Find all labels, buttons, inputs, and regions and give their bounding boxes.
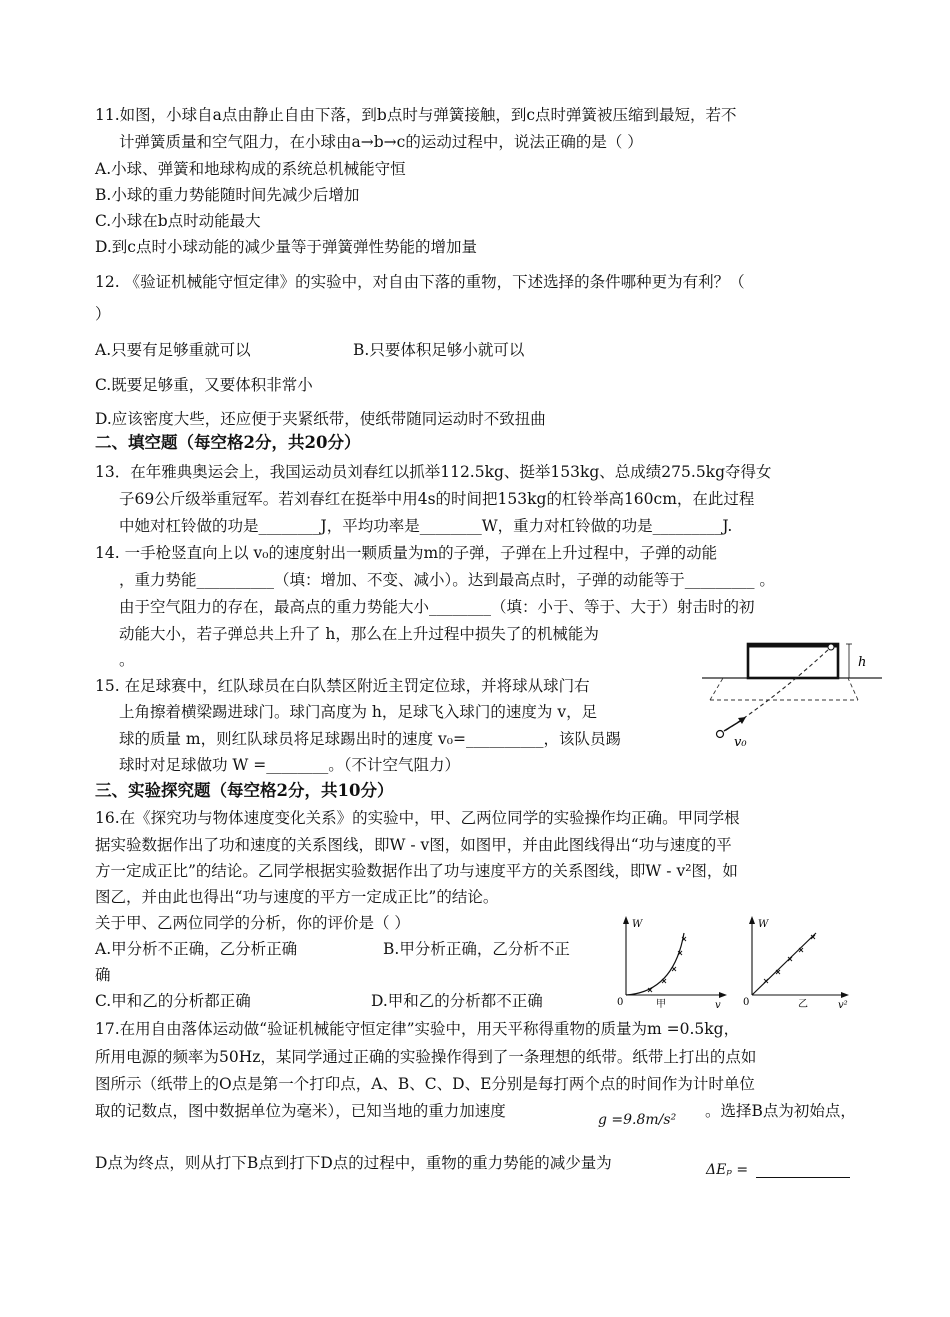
graph-jia-origin: 0 — [617, 997, 624, 1008]
q13-line-1: 13．在年雅典奥运会上，我国运动员刘春红以抓举112.5kg、挺举153kg、总成绩275.5kg夺得女 — [95, 463, 772, 481]
q16-option-c: C.甲和乙的分析都正确 — [95, 992, 251, 1010]
q17-line-1: 17.在用自由落体运动做“验证机械能守恒定律”实验中，用天平称得重物的质量为m =0.5kg， — [95, 1020, 740, 1038]
q16-line-1: 16.在《探究功与物体速度变化关系》的实验中，甲、乙两位同学的实验操作均正确。甲同学根 — [95, 809, 740, 827]
q14-line-5: 。 — [119, 651, 135, 669]
graph-jia-y-label: W — [632, 919, 643, 930]
q11-option-a: A.小球、弹簧和地球构成的系统总机械能守恒 — [95, 160, 406, 178]
q11-option-b: B.小球的重力势能随时间先减少后增加 — [95, 186, 360, 204]
q15-line-4: 球时对足球做功 W =________。（不计空气阻力） — [119, 756, 461, 774]
q12-option-b: B.只要体积足够小就可以 — [353, 341, 525, 359]
q11-stem-line-2: 计弹簧质量和空气阻力，在小球由a→b→c的运动过程中，说法正确的是（ ） — [119, 133, 643, 151]
q14-line-3: 由于空气阻力的存在，最高点的重力势能大小________（填：小于、等于、大于）射击时的初 — [119, 598, 755, 616]
graph-jia-caption: 甲 — [656, 999, 666, 1010]
q12-option-c: C.既要足够重，又要体积非常小 — [95, 376, 313, 394]
q12-stem-line-1: 12. 《验证机械能守恒定律》的实验中，对自由下落的重物，下述选择的条件哪种更为有利？（ — [95, 273, 745, 291]
figure-label-v0: v₀ — [734, 735, 747, 750]
q17-line-4: 取的记数点，图中数据单位为毫米），已知当地的重力加速度 — [95, 1102, 506, 1120]
q17-line-4-end: 。选择B点为初始点， — [705, 1102, 856, 1120]
graph-jia-x-label: v — [715, 1000, 721, 1011]
graph-yi-y-label: W — [758, 919, 769, 930]
q15-line-1: 15. 在足球赛中，红队球员在白队禁区附近主罚定位球，并将球从球门右 — [95, 677, 590, 695]
q17-gravity-formula: g =9.8m/s² — [598, 1112, 677, 1128]
q16-line-5: 关于甲、乙两位同学的分析，你的评价是（ ） — [95, 914, 410, 932]
q12-option-a: A.只要有足够重就可以 — [95, 341, 251, 359]
q14-line-1: 14. 一手枪竖直向上以 v₀的速度射出一颗质量为m的子弹，子弹在上升过程中，子弹的动能 — [95, 544, 718, 562]
section-2-title: 二、填空题（每空格2分，共20分） — [95, 433, 361, 452]
q11-option-d: D.到c点时小球动能的减少量等于弹簧弹性势能的增加量 — [95, 238, 477, 256]
graph-yi-origin: 0 — [743, 997, 750, 1008]
graph-jia — [612, 913, 730, 1011]
q17-delta-ep-formula: ΔEₚ = — [706, 1162, 749, 1178]
figure-label-h: h — [858, 655, 867, 670]
q16-option-b: B.甲分析正确，乙分析不正 — [383, 940, 570, 958]
graph-yi — [738, 913, 856, 1011]
q16-line-2: 据实验数据作出了功和速度的关系图线，即W - v图，如图甲，并由此图线得出“功与速度的平 — [95, 836, 732, 854]
q11-stem-line-1: 11.如图，小球自a点由静止自由下落，到b点时与弹簧接触，到c点时弹簧被压缩到最短，若不 — [95, 106, 737, 124]
graph-yi-x-label: v² — [838, 1000, 848, 1011]
q11-option-c: C.小球在b点时动能最大 — [95, 212, 261, 230]
q14-line-2: ，重力势能__________（填：增加、不变、减小）。达到最高点时，子弹的动能等于_________ 。 — [119, 571, 775, 589]
q16-option-d: D.甲和乙的分析都不正确 — [371, 992, 543, 1010]
q15-line-3: 球的质量 m，则红队球员将足球踢出时的速度 v₀=__________，该队员踢 — [119, 730, 622, 748]
q16-line-4: 图乙，并由此也得出“功与速度的平方一定成正比”的结论。 — [95, 888, 499, 906]
q17-line-2: 所用电源的频率为50Hz，某同学通过正确的实验操作得到了一条理想的纸带。纸带上打出的点如 — [95, 1048, 757, 1066]
q16-option-b-cont: 确 — [95, 966, 111, 984]
graph-yi-caption: 乙 — [798, 999, 808, 1010]
soccer-goal-figure — [698, 638, 883, 750]
q17-line-3: 图所示（纸带上的O点是第一个打印点，A、B、C、D、E分别是每打两个点的时间作为计时单位 — [95, 1075, 755, 1093]
q16-line-3: 方一定成正比”的结论。乙同学根据实验数据作出了功与速度平方的关系图线，即W - v²图，如 — [95, 862, 738, 880]
q13-line-3: 中她对杠铃做的功是________J，平均功率是________W，重力对杠铃做的功是_________J. — [119, 517, 733, 535]
q14-line-4: 动能大小，若子弹总共上升了 h，那么在上升过程中损失了的机械能为 — [119, 625, 599, 643]
q17-answer-blank — [756, 1177, 850, 1178]
q12-option-d: D.应该密度大些，还应便于夹紧纸带，使纸带随同运动时不致扭曲 — [95, 410, 546, 428]
q13-line-2: 子69公斤级举重冠军。若刘春红在挺举中用4s的时间把153kg的杠铃举高160cm，在此过程 — [119, 490, 755, 508]
section-3-title: 三、实验探究题（每空格2分，共10分） — [95, 781, 394, 800]
q17-line-5: D点为终点，则从打下B点到打下D点的过程中，重物的重力势能的减少量为 — [95, 1154, 612, 1172]
q12-stem-line-2: ） — [95, 305, 111, 323]
q15-line-2: 上角擦着横梁踢进球门。球门高度为 h，足球飞入球门的速度为 v，足 — [119, 703, 598, 721]
q16-option-a: A.甲分析不正确，乙分析正确 — [95, 940, 298, 958]
